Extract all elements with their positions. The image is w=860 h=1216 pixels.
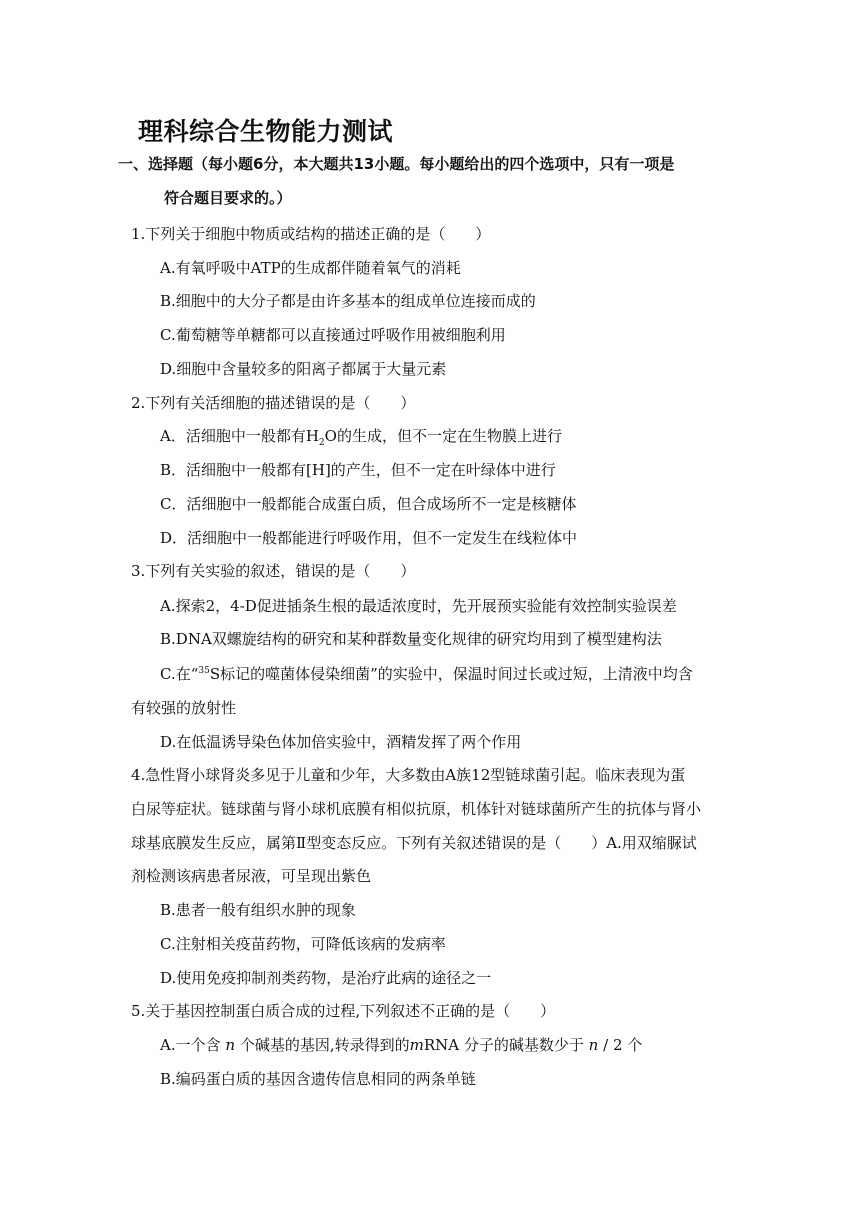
question-2-option-d: D．活细胞中一般都能进行呼吸作用，但不一定发生在线粒体中 <box>160 529 578 547</box>
question-3-option-c-continued: 有较强的放射性 <box>131 699 237 717</box>
question-3-stem: 3.下列有关实验的叙述，错误的是（ ） <box>131 562 416 580</box>
question-5-option-a: A.一个含 n 个碱基的基因,转录得到的mRNA 分子的碱基数少于 n / 2 个 <box>160 1036 643 1054</box>
question-2-option-c: C．活细胞中一般都能合成蛋白质，但合成场所不一定是核糖体 <box>160 495 577 513</box>
question-1-option-d: D.细胞中含量较多的阳离子都属于大量元素 <box>160 360 447 378</box>
question-1-stem: 1.下列关于细胞中物质或结构的描述正确的是（ ） <box>131 225 491 243</box>
question-4-option-c: C.注射相关疫苗药物，可降低该病的发病率 <box>160 935 446 953</box>
question-1-option-b: B.细胞中的大分子都是由许多基本的组成单位连接而成的 <box>160 292 536 310</box>
question-1-option-c: C.葡萄糖等单糖都可以直接通过呼吸作用被细胞利用 <box>160 326 506 344</box>
section-heading <box>118 147 738 215</box>
question-3-option-a: A.探索2，4-D促进插条生根的最适浓度时，先开展预实验能有效控制实验误差 <box>160 597 677 615</box>
question-4-option-b: B.患者一般有组织水肿的现象 <box>160 901 356 919</box>
question-3-option-c: C.在“$^{35}$S标记的噬菌体侵染细菌”的实验中，保温时间过长或过短，上清液中均含 <box>160 665 693 683</box>
section-heading-line-2: 符合题目要求的。） <box>164 189 292 207</box>
question-2-stem: 2.下列有关活细胞的描述错误的是（ ） <box>131 394 416 412</box>
question-3-option-d: D.在低温诱导染色体加倍实验中，酒精发挥了两个作用 <box>160 733 522 751</box>
question-4-stem-line-3: 球基底膜发生反应，属第Ⅱ型变态反应。下列有关叙述错误的是（ ）A.用双缩脲试 <box>131 834 697 852</box>
question-4-stem-line-2: 白尿等症状。链球菌与肾小球机底膜有相似抗原，机体针对链球菌所产生的抗体与肾小 <box>131 800 702 818</box>
question-4-stem-line-4: 剂检测该病患者尿液，可呈现出紫色 <box>131 867 372 885</box>
question-5-stem: 5.关于基因控制蛋白质合成的过程,下列叙述不正确的是（ ） <box>131 1002 556 1020</box>
question-1-option-a: A.有氧呼吸中ATP的生成都伴随着氧气的消耗 <box>160 259 461 277</box>
question-3-option-b: B.DNA双螺旋结构的研究和某种群数量变化规律的研究均用到了模型建构法 <box>160 630 662 648</box>
question-5-option-b: B.编码蛋白质的基因含遗传信息相同的两条单链 <box>160 1070 476 1088</box>
section-heading-line-1: 一、选择题（每小题6分，本大题共13小题。每小题给出的四个选项中，只有一项是 <box>118 155 675 173</box>
question-2-option-a: A．活细胞中一般都有$H_2O$的生成，但不一定在生物膜上进行 <box>160 427 562 448</box>
question-2-option-b: B．活细胞中一般都有[H]的产生，但不一定在叶绿体中进行 <box>160 461 556 479</box>
page-title: 理科综合生物能力测试 <box>138 117 394 146</box>
question-4-option-d: D.使用免疫抑制剂类药物，是治疗此病的途径之一 <box>160 969 492 987</box>
question-4-stem-line-1: 4.急性肾小球肾炎多见于儿童和少年，大多数由A族12型链球菌引起。临床表现为蛋 <box>131 766 686 784</box>
